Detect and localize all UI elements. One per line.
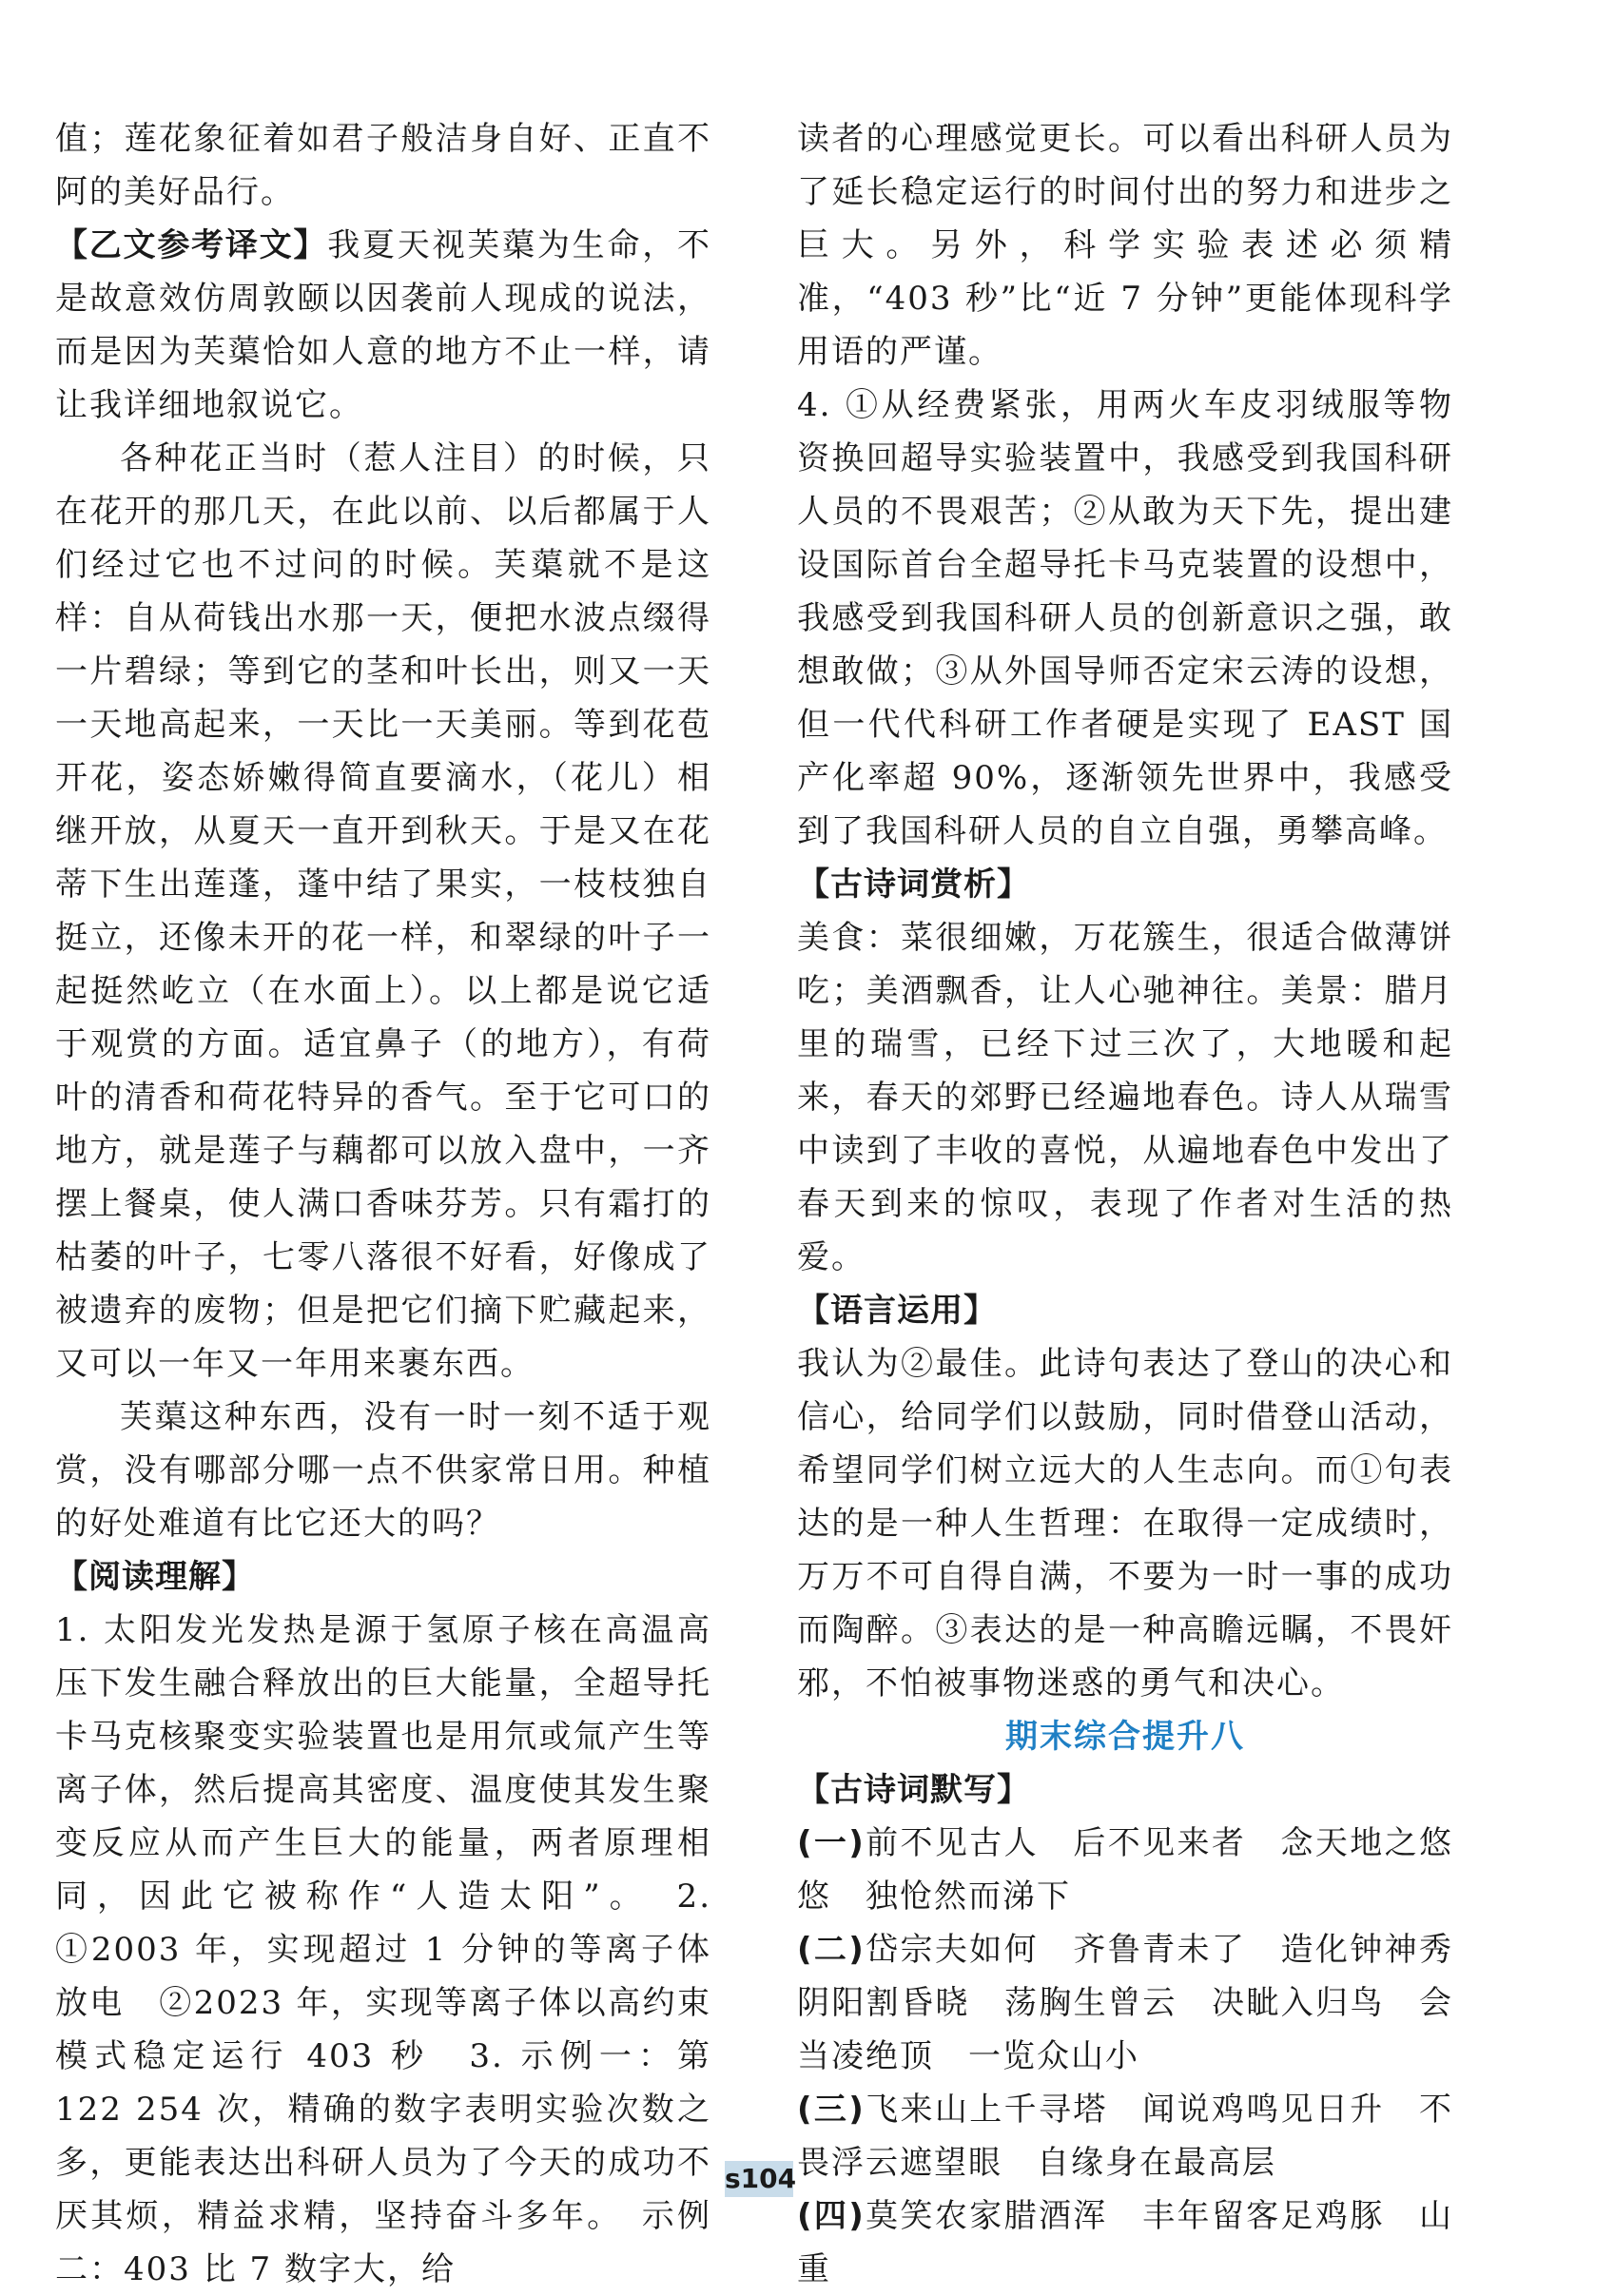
section-heading-language: 【语言运用】 [797,1292,997,1330]
recite-text: 飞来山上千寻塔 闻说鸡鸣见日升 不畏浮云遮望眼 自缘身在最高层 [797,2091,1454,2182]
paragraph: 芙蕖这种东西，没有一时一刻不适于观赏，没有哪部分哪一点不供家常日用。种植的好处难道有比它还大的吗？ [55,1398,711,1543]
translation-text: 我夏天视芙蕖为生命，不是故意效仿周敦颐以因袭前人现成的说法，而是因为芙蕖恰如人意的地方不止一样，请让我详细地叙说它。 [55,226,712,424]
paragraph: 读者的心理感觉更长。可以看出科研人员为了延长稳定运行的时间付出的努力和进步之巨大。另外，科学实验表述必须精准，“403 秒”比“近 7 分钟”更能体现科学用语的严谨。 [797,120,1453,371]
recite-item [797,2083,1453,2189]
section-heading-yiwen: 【乙文参考译文】 [55,226,328,264]
recite-number: (一) [797,1824,866,1862]
right-column [797,112,1489,2296]
recite-number: (二) [797,1931,866,1969]
poetry-answer: 美食：菜很细嫩，万花簇生，很适合做薄饼吃；美酒飘香，让人心驰神往。美景：腊月里的瑞雪，已经下过三次了，大地暖和起来，春天的郊野已经遍地春色。诗人从瑞雪中读到了丰收的喜悦，从遍地春色中发出了春天到来的惊叹，表现了作者对生活的热爱。 [797,919,1453,1276]
left-column [55,112,711,2296]
section-heading-poetry: 【古诗词赏析】 [797,866,1030,904]
recite-text: 前不见古人 后不见来者 念天地之悠悠 独怆然而涕下 [797,1824,1454,1916]
recite-item [797,1923,1489,2083]
translation-paragraph [55,219,711,432]
section-heading-reading: 【阅读理解】 [55,1558,255,1596]
recite-item [797,1817,1453,1923]
language-answer: 我认为②最佳。此诗句表达了登山的决心和信心，给同学们以鼓励，同时借登山活动，希望同学们树立远大的人生志向。而①句表达的是一种人生哲理：在取得一定成绩时，万万不可自得自满，不要为一时一事的成功而陶醉。③表达的是一种高瞻远瞩，不畏奸邪，不怕被事物迷惑的勇气和决心。 [797,1345,1453,1703]
recite-number: (三) [797,2091,866,2129]
paragraph: 各种花正当时（惹人注目）的时候，只在花开的那几天，在此以前、以后都属于人们经过它也不过问的时候。芙蕖就不是这样：自从荷钱出水那一天，便把水波点缀得一片碧绿；等到它的茎和叶长出，则又一天一天地高起来，一天比一天美丽。等到花苞开花，姿态娇嫩得简直要滴水，（花儿）相继开放，从夏天一直开到秋天。于是又在花蒂下生出莲蓬，蓬中结了果实，一枝枝独自挺立，还像未开的花一样，和翠绿的叶子一起挺然屹立（在水面上）。以上都是说它适于观赏的方面。适宜鼻子（的地方），有荷叶的清香和荷花特异的香气。至于它可口的地方，就是莲子与藕都可以放入盘中，一齐摆上餐桌，使人满口香味芬芳。只有霜打的枯萎的叶子，七零八落很不好看，好像成了被遗弃的废物；但是把它们摘下贮藏起来，又可以一年又一年用来裹东西。 [55,439,711,1383]
section-heading-recite: 【古诗词默写】 [797,1771,1030,1809]
paragraph: 4. ①从经费紧张，用两火车皮羽绒服等物资换回超导实验装置中，我感受到我国科研人员的不畏艰苦；②从敢为天下先，提出建设国际首台全超导托卡马克装置的设想中，我感受到我国科研人员的创新意识之强，敢想敢做；③从外国导师否定宋云涛的设想，但一代代科研工作者硬是实现了 EAST 国产化率超 90%，逐渐领先世界中，我感受到了我国科研人员的自立自强，勇攀高峰。 [797,386,1453,850]
page-number: s104 [725,2161,793,2197]
section-title: 期末综合提升八 [1005,1718,1245,1756]
recite-text: 莫笑农家腊酒浑 丰年留客足鸡豚 山重 [797,2197,1454,2288]
reading-answer: 1. 太阳发光发热是源于氢原子核在高温高压下发生融合释放出的巨大能量，全超导托卡马克核聚变实验装置也是用氘或氚产生等离子体，然后提高其密度、温度使其发生聚变反应从而产生巨大的能量，两者原理相同，因此它被称作“人造太阳”。 2. ①2003 年，实现超过 1 分钟的等离子体放电 ②2023 年，实现等离子体以高约束模式稳定运行 403 秒 3. 示例一：第 122 254 次，精确的数字表明实验次数之多，更能表达出科研人员为了今天的成功不厌其烦，精益求精，坚持奋斗多年。 示例二：403 比 7 数字大，给 [55,1611,711,2288]
paragraph: 值；莲花象征着如君子般洁身自好、正直不阿的美好品行。 [55,120,711,211]
recite-item [797,2189,1453,2296]
recite-number: (四) [797,2197,866,2235]
recite-text: 岱宗夫如何 齐鲁青未了 造化钟神秀 阴阳割昏晓 荡胸生曾云 决眦入归鸟 会当凌绝顶 一览众山小 [797,1931,1489,2075]
